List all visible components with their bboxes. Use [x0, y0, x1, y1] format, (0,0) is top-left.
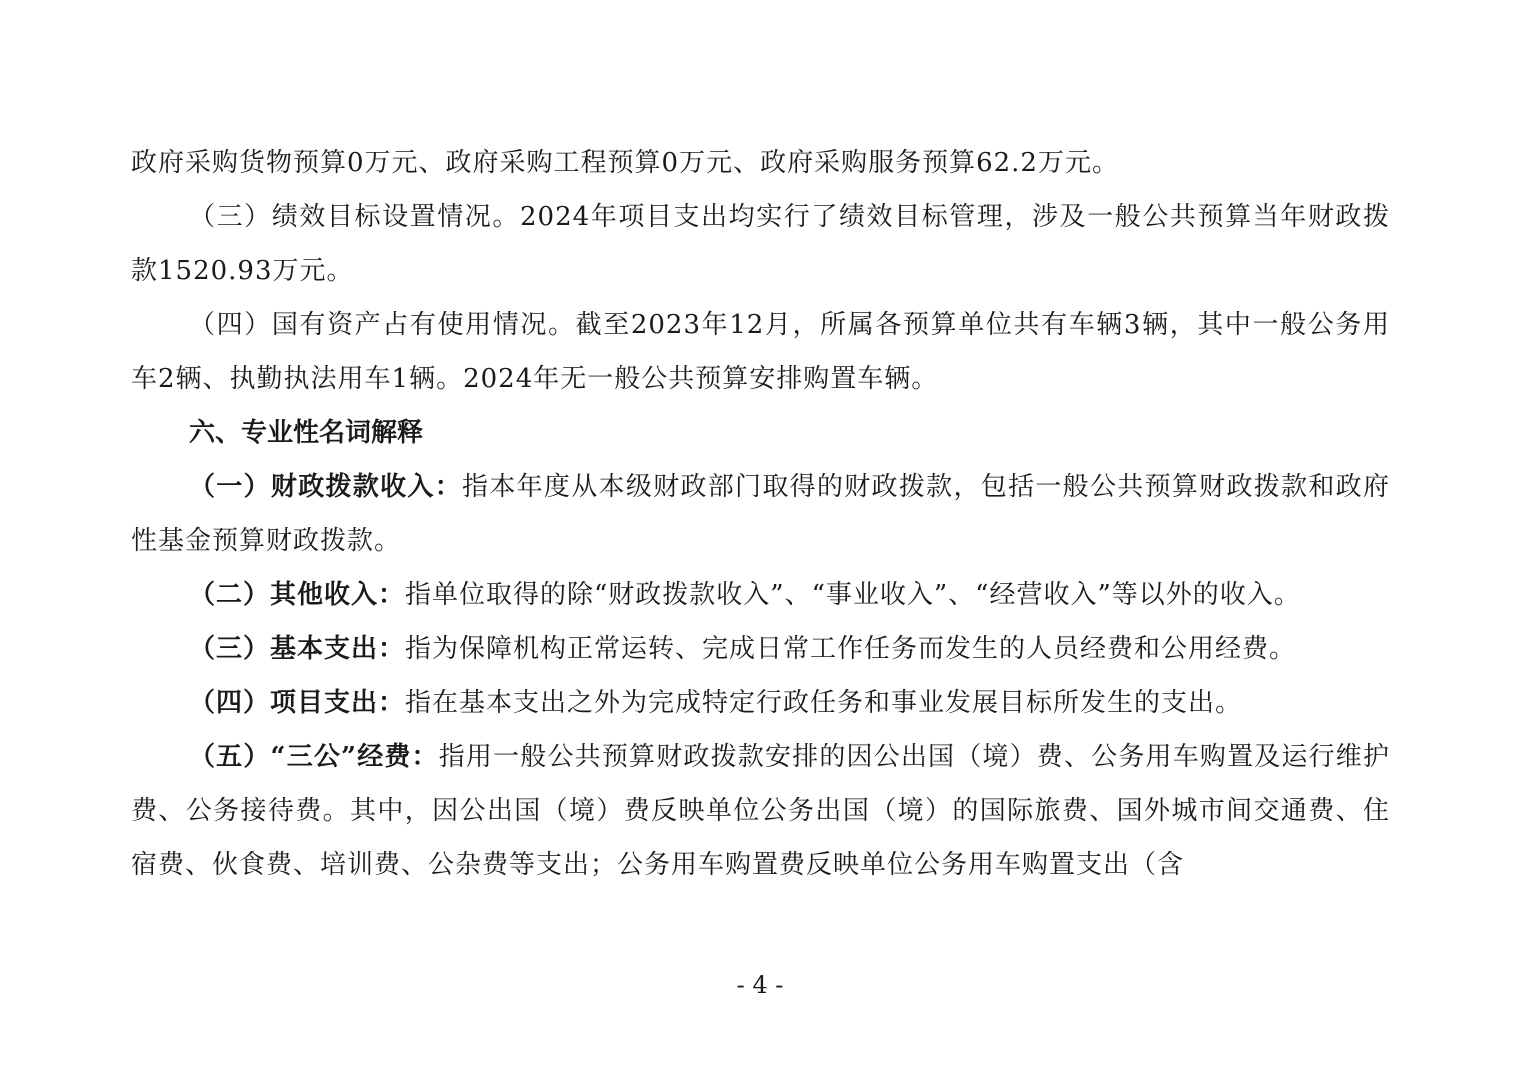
definition-basic-expenditure [131, 622, 1390, 676]
definition-text: 指为保障机构正常运转、完成日常工作任务而发生的人员经费和公用经费。 [405, 634, 1297, 664]
definition-text: 指用一般公共预算财政拨款安排的因公出国（境）费、公务用车购置及运行维护费、公务接待费。其中，因公出国（境）费反映单位公务出国（境）的国际旅费、国外城市间交通费、住宿费、伙食费、培训费、公杂费等支出；公务用车购置费反映单位公务用车购置支出（含 [131, 742, 1390, 880]
definition-term: （四）项目支出： [189, 688, 406, 718]
definition-text: 指单位取得的除“财政拨款收入”、“事业收入”、“经营收入”等以外的收入。 [405, 580, 1301, 610]
definition-text: 指在基本支出之外为完成特定行政任务和事业发展目标所发生的支出。 [405, 688, 1243, 718]
page-number: - 4 - [736, 971, 784, 999]
section-heading: 六、专业性名词解释 [189, 418, 424, 448]
definition-term: （二）其他收入： [189, 580, 406, 610]
document-body [131, 136, 1390, 892]
paragraph-state-assets [131, 298, 1390, 406]
definition-project-expenditure [131, 676, 1390, 730]
definition-three-public-expenses [131, 730, 1390, 892]
paragraph-lead: （三）绩效目标设置情况。 [189, 202, 520, 232]
paragraph-text: 截至2023年12月，所属各预算单位共有车辆3辆，其中一般公务用车2辆、执勤执法用车1辆。2024年无一般公共预算安排购置车辆。 [131, 310, 1390, 394]
definition-term: （五）“三公”经费： [189, 742, 439, 772]
definition-term: （三）基本支出： [189, 634, 406, 664]
paragraph-lead: （四）国有资产占有使用情况。 [189, 310, 576, 340]
paragraph-performance-goals [131, 190, 1390, 298]
definition-text: 指本年度从本级财政部门取得的财政拨款，包括一般公共预算财政拨款和政府性基金预算财政拨款。 [131, 472, 1390, 556]
definition-term: （一）财政拨款收入： [189, 472, 463, 502]
paragraph-procurement-budget [131, 136, 1390, 190]
definition-fiscal-appropriation-income [131, 460, 1390, 568]
paragraph-text: 2024年项目支出均实行了绩效目标管理，涉及一般公共预算当年财政拨款1520.93万元。 [131, 202, 1390, 286]
paragraph-text: 政府采购货物预算0万元、政府采购工程预算0万元、政府采购服务预算62.2万元。 [131, 148, 1119, 178]
definition-other-income [131, 568, 1390, 622]
